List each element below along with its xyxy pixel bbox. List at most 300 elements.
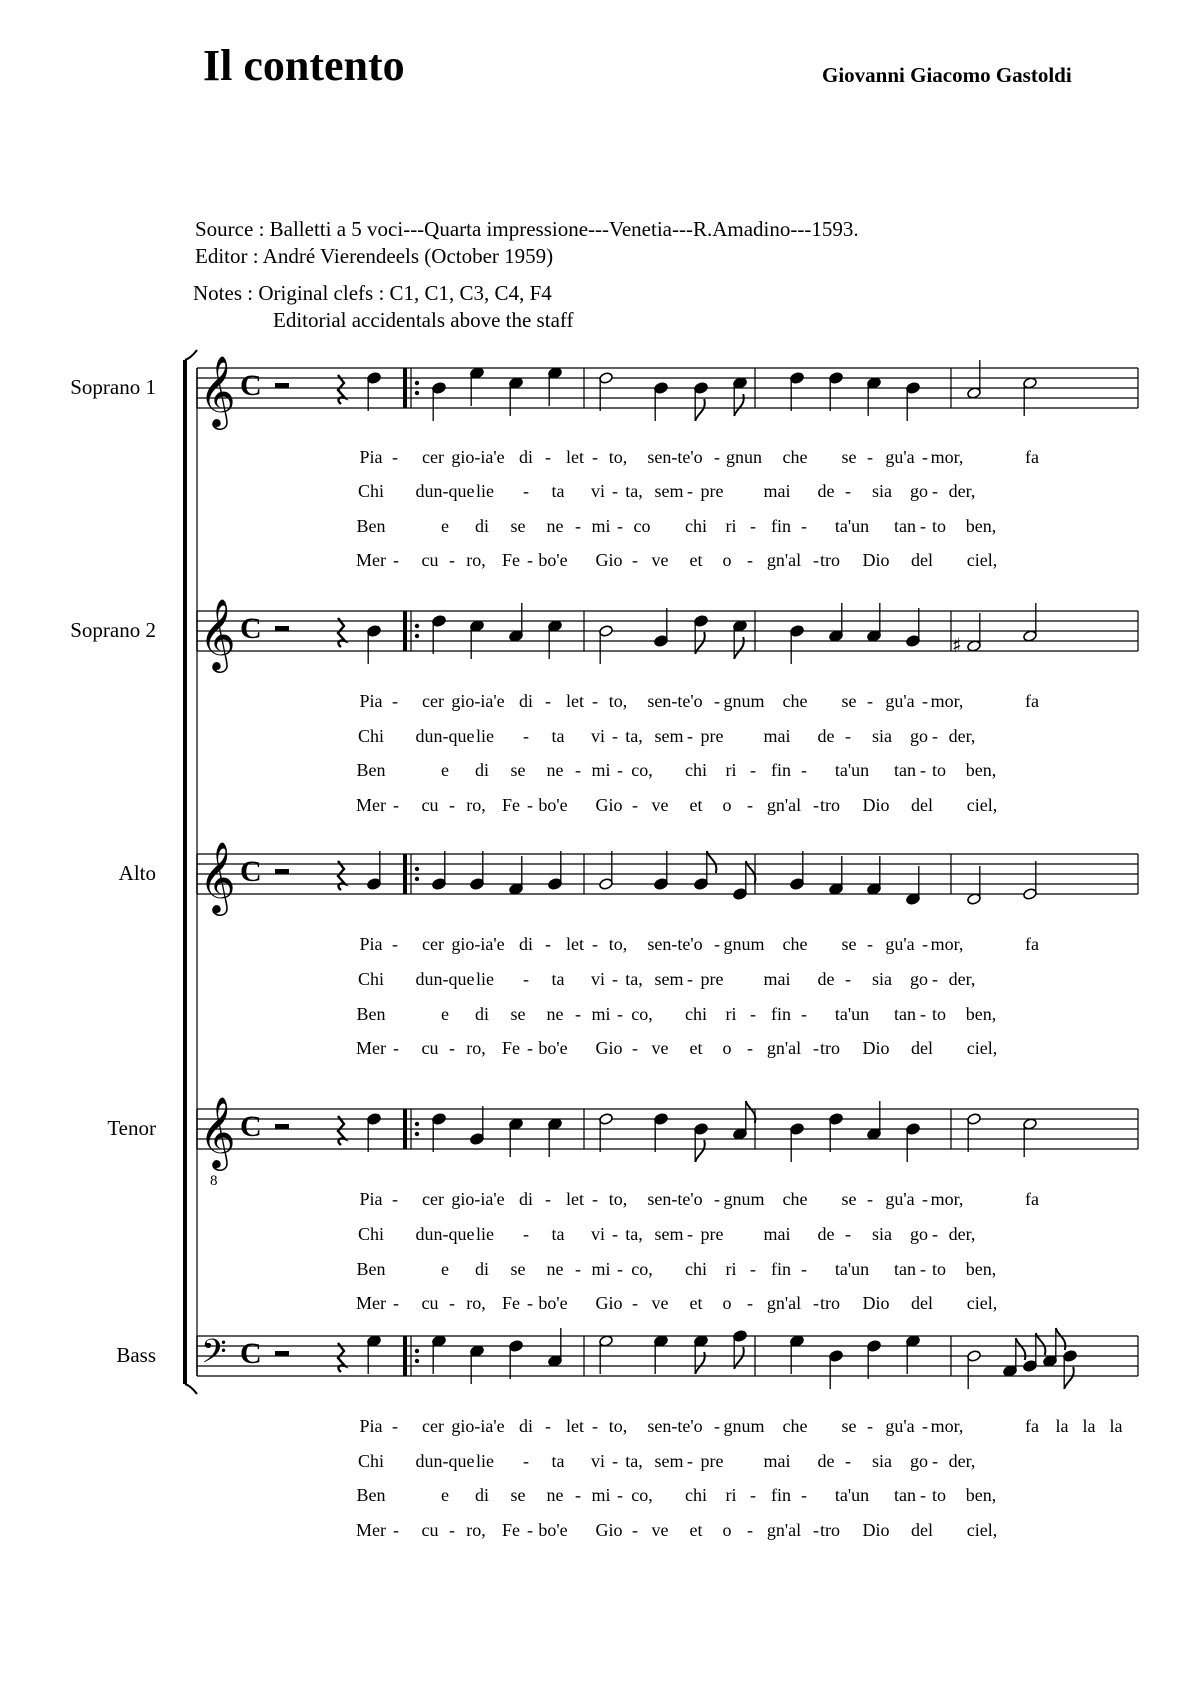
lyric-syllable: di bbox=[518, 1189, 534, 1209]
lyric-syllable: ciel, bbox=[966, 550, 998, 570]
note-head bbox=[548, 878, 563, 891]
note-head bbox=[906, 382, 921, 395]
lyric-syllable: - bbox=[922, 934, 928, 954]
lyric-syllable: - bbox=[575, 1259, 581, 1279]
lyric-syllable: se bbox=[841, 1189, 857, 1209]
lyric-syllable: Chi bbox=[357, 481, 385, 501]
lyric-syllable: - bbox=[617, 516, 623, 536]
octave-eight-icon: 8 bbox=[210, 1173, 218, 1189]
lyric-syllable: ve bbox=[651, 1293, 669, 1313]
lyric-syllable: bo'e bbox=[538, 1520, 568, 1540]
lyric-syllable: Dio bbox=[862, 550, 890, 570]
lyric-syllable: dun-que bbox=[415, 1451, 475, 1471]
lyric-syllable: - bbox=[449, 550, 455, 570]
lyric-syllable: tan bbox=[894, 1259, 916, 1279]
lyric-syllable: - bbox=[922, 1416, 928, 1436]
lyric-syllable: - bbox=[617, 1259, 623, 1279]
note-head bbox=[367, 1335, 382, 1348]
lyric-syllable: dun-que bbox=[415, 726, 475, 746]
note-head bbox=[733, 1128, 748, 1141]
eighth-flag-icon bbox=[746, 1101, 756, 1123]
lyric-syllable: fa bbox=[1025, 1189, 1039, 1209]
lyric-syllable: - bbox=[920, 760, 926, 780]
lyric-syllable: co bbox=[633, 516, 651, 536]
lyric-syllable: let bbox=[566, 447, 584, 467]
lyric-syllable: - bbox=[632, 1038, 638, 1058]
lyric-syllable: - bbox=[687, 726, 693, 746]
lyric-syllable: de bbox=[817, 969, 835, 989]
note-head bbox=[599, 372, 614, 385]
lyric-syllable: ro, bbox=[466, 1293, 486, 1313]
lyric-syllable: ve bbox=[651, 795, 669, 815]
lyric-syllable: gio-ia'e bbox=[451, 1416, 505, 1436]
lyric-syllable: mor, bbox=[930, 1416, 964, 1436]
lyric-syllable: - bbox=[801, 516, 807, 536]
lyric-syllable: mi bbox=[591, 1004, 611, 1024]
lyric-syllable: - bbox=[687, 481, 693, 501]
note-head bbox=[1023, 630, 1038, 643]
lyric-syllable: - bbox=[867, 1189, 873, 1209]
lyric-syllable: gnum bbox=[723, 1189, 765, 1209]
note-head bbox=[829, 1350, 844, 1363]
lyric-syllable: o bbox=[722, 1520, 732, 1540]
lyric-syllable: ta'un bbox=[834, 1485, 870, 1505]
lyric-syllable: - bbox=[392, 447, 398, 467]
lyric-syllable: fin bbox=[771, 516, 791, 536]
composer-name: Giovanni Giacomo Gastoldi bbox=[822, 63, 1072, 87]
note-head bbox=[867, 377, 882, 390]
lyric-syllable: gn'al bbox=[766, 550, 802, 570]
lyric-syllable: ve bbox=[651, 1038, 669, 1058]
note-head bbox=[829, 883, 844, 896]
note-head bbox=[599, 1335, 614, 1348]
lyric-syllable: tan bbox=[894, 760, 916, 780]
lyric-syllable: - bbox=[813, 1293, 819, 1313]
lyric-syllable: - bbox=[592, 691, 598, 711]
lyric-syllable: Mer bbox=[356, 795, 386, 815]
lyric-syllable: - bbox=[449, 1293, 455, 1313]
note-head bbox=[867, 630, 882, 643]
lyric-syllable: se bbox=[841, 1416, 857, 1436]
lyric-syllable: to, bbox=[608, 447, 628, 467]
lyric-syllable: Fe bbox=[502, 550, 520, 570]
staff-label: Tenor bbox=[107, 1116, 156, 1140]
staff-label: Alto bbox=[118, 861, 156, 885]
lyric-syllable: se bbox=[510, 1004, 526, 1024]
lyric-syllable: sen-te'o bbox=[647, 1189, 703, 1209]
lyric-syllable: et bbox=[689, 1293, 703, 1313]
lyric-syllable: pre bbox=[700, 726, 724, 746]
note-head bbox=[509, 883, 524, 896]
note-head bbox=[367, 1113, 382, 1126]
lyric-syllable: pre bbox=[700, 969, 724, 989]
lyric-syllable: ta bbox=[551, 969, 565, 989]
lyric-syllable: - bbox=[393, 795, 399, 815]
lyric-syllable: sia bbox=[872, 969, 892, 989]
lyric-syllable: la bbox=[1055, 1416, 1069, 1436]
lyric-syllable: ro, bbox=[466, 550, 486, 570]
source-line: Source : Balletti a 5 voci---Quarta impressione---Venetia---R.Amadino---1593. bbox=[195, 217, 859, 241]
lyric-syllable: gn'al bbox=[766, 1293, 802, 1313]
note-head bbox=[1023, 1118, 1038, 1131]
note-head bbox=[1003, 1365, 1018, 1378]
lyric-syllable: Chi bbox=[357, 969, 385, 989]
note-head bbox=[548, 620, 563, 633]
lyric-syllable: - bbox=[801, 760, 807, 780]
lyric-syllable: che bbox=[782, 1416, 808, 1436]
half-rest-icon bbox=[275, 383, 289, 388]
lyric-syllable: ben, bbox=[965, 1485, 997, 1505]
note-head bbox=[509, 630, 524, 643]
lyric-syllable: - bbox=[920, 1259, 926, 1279]
note-head bbox=[906, 893, 921, 906]
lyric-syllable: gnum bbox=[723, 1416, 765, 1436]
lyric-syllable: co, bbox=[631, 760, 653, 780]
lyric-syllable: lie bbox=[476, 481, 494, 501]
lyric-syllable: de bbox=[817, 481, 835, 501]
lyric-syllable: et bbox=[689, 1038, 703, 1058]
lyric-syllable: ri bbox=[725, 1259, 737, 1279]
bass-clef-icon: 𝄢 bbox=[201, 1333, 227, 1379]
note-head bbox=[1023, 1360, 1038, 1373]
lyric-syllable: to bbox=[931, 1004, 947, 1024]
lyric-syllable: ta'un bbox=[834, 760, 870, 780]
lyric-syllable: ben, bbox=[965, 1004, 997, 1024]
lyric-syllable: - bbox=[632, 1520, 638, 1540]
note-head bbox=[694, 615, 709, 628]
lyric-syllable: go bbox=[910, 1224, 928, 1244]
time-signature: C bbox=[240, 1110, 262, 1143]
lyric-syllable: to, bbox=[608, 1189, 628, 1209]
lyric-syllable: e bbox=[441, 760, 449, 780]
staff-label: Soprano 1 bbox=[70, 375, 156, 399]
lyric-syllable: ta'un bbox=[834, 1004, 870, 1024]
lyric-syllable: dun-que bbox=[415, 481, 475, 501]
note-head bbox=[470, 878, 485, 891]
lyric-syllable: - bbox=[747, 1520, 753, 1540]
note-head bbox=[1023, 888, 1038, 901]
note-head bbox=[829, 1113, 844, 1126]
lyric-syllable: - bbox=[747, 550, 753, 570]
lyric-syllable: Pia bbox=[359, 934, 383, 954]
lyric-syllable: ta bbox=[551, 481, 565, 501]
note-head bbox=[509, 1118, 524, 1131]
lyric-syllable: - bbox=[575, 1485, 581, 1505]
lyric-syllable: di bbox=[474, 1259, 490, 1279]
note-head bbox=[599, 625, 614, 638]
treble-clef-icon: 𝄞 bbox=[199, 597, 236, 670]
lyric-syllable: mi bbox=[591, 516, 611, 536]
lyric-syllable: sem bbox=[654, 726, 684, 746]
lyric-syllable: vi bbox=[590, 481, 606, 501]
lyric-syllable: ne bbox=[546, 1004, 564, 1024]
lyric-syllable: mai bbox=[763, 969, 791, 989]
note-head bbox=[906, 1335, 921, 1348]
lyric-syllable: lie bbox=[476, 1451, 494, 1471]
lyric-syllable: - bbox=[845, 1224, 851, 1244]
note-head bbox=[432, 615, 447, 628]
lyric-syllable: gn'al bbox=[766, 795, 802, 815]
lyric-syllable: Dio bbox=[862, 795, 890, 815]
treble-clef-icon: 𝄞 bbox=[199, 354, 236, 427]
lyric-syllable: ri bbox=[725, 760, 737, 780]
lyric-syllable: - bbox=[592, 447, 598, 467]
lyric-syllable: sen-te'o bbox=[647, 691, 703, 711]
lyric-syllable: lie bbox=[476, 726, 494, 746]
lyric-syllable: - bbox=[750, 1485, 756, 1505]
quarter-rest-icon bbox=[338, 1343, 345, 1372]
lyric-syllable: di bbox=[518, 447, 534, 467]
note-head bbox=[1023, 377, 1038, 390]
lyric-syllable: Ben bbox=[356, 516, 386, 536]
note-head bbox=[1043, 1355, 1058, 1368]
lyric-syllable: se bbox=[841, 691, 857, 711]
lyric-syllable: - bbox=[617, 760, 623, 780]
note-head bbox=[829, 630, 844, 643]
lyric-syllable: - bbox=[801, 1485, 807, 1505]
staff-soprano-1 bbox=[70, 354, 1138, 570]
lyric-syllable: e bbox=[441, 516, 449, 536]
note-head bbox=[548, 1118, 563, 1131]
lyric-syllable: - bbox=[523, 726, 529, 746]
lyric-syllable: gio-ia'e bbox=[451, 691, 505, 711]
staff-soprano-2 bbox=[70, 597, 1138, 815]
lyric-syllable: - bbox=[545, 691, 551, 711]
lyric-syllable: gnum bbox=[723, 934, 765, 954]
lyric-syllable: - bbox=[545, 934, 551, 954]
note-head bbox=[509, 1340, 524, 1353]
lyric-syllable: ciel, bbox=[966, 1293, 998, 1313]
lyric-syllable: - bbox=[801, 1004, 807, 1024]
eighth-flag-icon bbox=[1016, 1338, 1026, 1360]
lyric-syllable: - bbox=[813, 1520, 819, 1540]
lyric-syllable: gu'a bbox=[885, 934, 915, 954]
staff-tenor bbox=[107, 1095, 1138, 1313]
lyric-syllable: - bbox=[527, 1038, 533, 1058]
lyric-syllable: - bbox=[813, 1038, 819, 1058]
lyric-syllable: - bbox=[922, 447, 928, 467]
note-head bbox=[470, 1345, 485, 1358]
note-head bbox=[599, 1113, 614, 1126]
lyric-syllable: tro bbox=[820, 1038, 840, 1058]
lyric-syllable: - bbox=[523, 969, 529, 989]
eighth-flag-icon bbox=[1056, 1328, 1066, 1350]
lyric-syllable: gn'al bbox=[766, 1520, 802, 1540]
lyric-syllable: Fe bbox=[502, 1038, 520, 1058]
lyric-syllable: to bbox=[931, 1259, 947, 1279]
lyric-syllable: bo'e bbox=[538, 550, 568, 570]
lyric-syllable: se bbox=[510, 1259, 526, 1279]
lyric-syllable: ri bbox=[725, 1485, 737, 1505]
eighth-flag-icon bbox=[695, 1352, 705, 1374]
lyric-syllable: sia bbox=[872, 481, 892, 501]
lyric-syllable: ciel, bbox=[966, 795, 998, 815]
lyric-syllable: - bbox=[714, 1189, 720, 1209]
lyric-syllable: se bbox=[510, 1485, 526, 1505]
lyric-syllable: ne bbox=[546, 516, 564, 536]
lyric-syllable: Ben bbox=[356, 1004, 386, 1024]
lyric-syllable: sen-te'o bbox=[647, 934, 703, 954]
lyric-syllable: ne bbox=[546, 1259, 564, 1279]
lyric-syllable: tro bbox=[820, 795, 840, 815]
piece-title: Il contento bbox=[203, 41, 405, 90]
lyric-syllable: sia bbox=[872, 1224, 892, 1244]
note-head bbox=[790, 625, 805, 638]
lyric-syllable: dun-que bbox=[415, 969, 475, 989]
editor-line: Editor : André Vierendeels (October 1959) bbox=[195, 244, 554, 268]
lyric-syllable: Fe bbox=[502, 1520, 520, 1540]
lyric-syllable: sem bbox=[654, 1224, 684, 1244]
note-head bbox=[470, 367, 485, 380]
lyric-syllable: - bbox=[632, 1293, 638, 1313]
lyric-syllable: di bbox=[518, 691, 534, 711]
lyric-syllable: ro, bbox=[466, 1038, 486, 1058]
lyric-syllable: mi bbox=[591, 1485, 611, 1505]
lyric-syllable: - bbox=[523, 481, 529, 501]
lyric-syllable: - bbox=[801, 1259, 807, 1279]
note-head bbox=[367, 625, 382, 638]
lyric-syllable: - bbox=[575, 1004, 581, 1024]
lyric-syllable: - bbox=[920, 1485, 926, 1505]
lyric-syllable: co, bbox=[631, 1259, 653, 1279]
lyric-syllable: - bbox=[932, 726, 938, 746]
lyric-syllable: di bbox=[518, 1416, 534, 1436]
lyric-syllable: - bbox=[612, 726, 618, 746]
note-head bbox=[829, 372, 844, 385]
half-rest-icon bbox=[275, 869, 289, 874]
lyric-syllable: se bbox=[510, 516, 526, 536]
lyric-syllable: - bbox=[920, 516, 926, 536]
lyric-syllable: ve bbox=[651, 550, 669, 570]
lyric-syllable: - bbox=[449, 1520, 455, 1540]
note-head bbox=[694, 878, 709, 891]
lyric-syllable: de bbox=[817, 1451, 835, 1471]
lyric-syllable: Mer bbox=[356, 1293, 386, 1313]
lyric-syllable: gnun bbox=[726, 447, 762, 467]
note-head bbox=[790, 372, 805, 385]
lyric-syllable: Dio bbox=[862, 1293, 890, 1313]
note-head bbox=[967, 387, 982, 400]
lyric-syllable: dun-que bbox=[415, 1224, 475, 1244]
lyric-syllable: mor, bbox=[930, 447, 964, 467]
lyric-syllable: - bbox=[545, 1189, 551, 1209]
lyric-syllable: fa bbox=[1025, 934, 1039, 954]
note-head bbox=[867, 1340, 882, 1353]
lyric-syllable: cu bbox=[421, 1293, 439, 1313]
lyric-syllable: ta'un bbox=[834, 516, 870, 536]
repeat-dot bbox=[415, 624, 419, 628]
lyric-syllable: di bbox=[474, 516, 490, 536]
lyric-syllable: ri bbox=[725, 516, 737, 536]
lyric-syllable: - bbox=[392, 691, 398, 711]
lyric-syllable: vi bbox=[590, 969, 606, 989]
lyric-syllable: - bbox=[612, 969, 618, 989]
lyric-syllable: o bbox=[722, 1038, 732, 1058]
lyric-syllable: gio-ia'e bbox=[451, 447, 505, 467]
lyric-syllable: Chi bbox=[357, 1451, 385, 1471]
lyric-syllable: der, bbox=[948, 481, 976, 501]
lyric-syllable: - bbox=[845, 1451, 851, 1471]
lyric-syllable: e bbox=[441, 1485, 449, 1505]
note-head bbox=[733, 1330, 748, 1343]
lyric-syllable: tro bbox=[820, 1520, 840, 1540]
lyric-syllable: pre bbox=[700, 481, 724, 501]
note-head bbox=[654, 382, 669, 395]
lyric-syllable: - bbox=[687, 1224, 693, 1244]
lyric-syllable: ta, bbox=[625, 1224, 643, 1244]
quarter-rest-icon bbox=[338, 1116, 345, 1145]
lyric-syllable: sem bbox=[654, 969, 684, 989]
lyric-syllable: - bbox=[592, 934, 598, 954]
lyric-syllable: ta, bbox=[625, 726, 643, 746]
lyric-syllable: - bbox=[523, 1224, 529, 1244]
lyric-syllable: mai bbox=[763, 481, 791, 501]
lyric-syllable: - bbox=[523, 1451, 529, 1471]
lyric-syllable: gu'a bbox=[885, 1189, 915, 1209]
lyric-syllable: let bbox=[566, 1416, 584, 1436]
lyric-syllable: gn'al bbox=[766, 1038, 802, 1058]
note-head bbox=[906, 1123, 921, 1136]
lyric-syllable: Gio bbox=[595, 1520, 623, 1540]
repeat-dot bbox=[415, 1359, 419, 1363]
lyric-syllable: la bbox=[1082, 1416, 1096, 1436]
lyric-syllable: che bbox=[782, 691, 808, 711]
lyric-syllable: ben, bbox=[965, 1259, 997, 1279]
lyric-syllable: Gio bbox=[595, 795, 623, 815]
repeat-dot bbox=[415, 1132, 419, 1136]
note-head bbox=[967, 1113, 982, 1126]
lyric-syllable: Fe bbox=[502, 795, 520, 815]
notes-line-2: Editorial accidentals above the staff bbox=[273, 308, 574, 332]
bracket-hook-top bbox=[185, 350, 197, 360]
repeat-dot bbox=[415, 1122, 419, 1126]
lyric-syllable: co, bbox=[631, 1485, 653, 1505]
lyric-syllable: - bbox=[932, 1224, 938, 1244]
lyric-syllable: ne bbox=[546, 760, 564, 780]
lyric-syllable: del bbox=[911, 550, 933, 570]
lyric-syllable: ta, bbox=[625, 969, 643, 989]
lyric-syllable: pre bbox=[700, 1451, 724, 1471]
lyric-syllable: o bbox=[722, 795, 732, 815]
lyric-syllable: Pia bbox=[359, 1189, 383, 1209]
half-rest-icon bbox=[275, 1124, 289, 1129]
lyric-syllable: ta'un bbox=[834, 1259, 870, 1279]
lyric-syllable: cer bbox=[422, 1189, 444, 1209]
lyric-syllable: - bbox=[392, 1189, 398, 1209]
lyric-syllable: mor, bbox=[930, 1189, 964, 1209]
lyric-syllable: ta bbox=[551, 726, 565, 746]
lyric-syllable: - bbox=[527, 795, 533, 815]
lyric-syllable: Mer bbox=[356, 550, 386, 570]
lyric-syllable: Chi bbox=[357, 1224, 385, 1244]
note-head bbox=[733, 377, 748, 390]
lyric-syllable: ro, bbox=[466, 795, 486, 815]
lyric-syllable: Ben bbox=[356, 760, 386, 780]
lyric-syllable: to, bbox=[608, 1416, 628, 1436]
lyric-syllable: - bbox=[920, 1004, 926, 1024]
lyric-syllable: - bbox=[617, 1485, 623, 1505]
lyric-syllable: mai bbox=[763, 1224, 791, 1244]
note-head bbox=[432, 382, 447, 395]
lyric-syllable: - bbox=[575, 760, 581, 780]
lyric-syllable: e bbox=[441, 1004, 449, 1024]
lyric-syllable: sen-te'o bbox=[647, 1416, 703, 1436]
lyric-syllable: sem bbox=[654, 481, 684, 501]
lyric-syllable: chi bbox=[685, 1259, 707, 1279]
lyric-syllable: go bbox=[910, 726, 928, 746]
note-head bbox=[694, 1123, 709, 1136]
lyric-syllable: gio-ia'e bbox=[451, 934, 505, 954]
